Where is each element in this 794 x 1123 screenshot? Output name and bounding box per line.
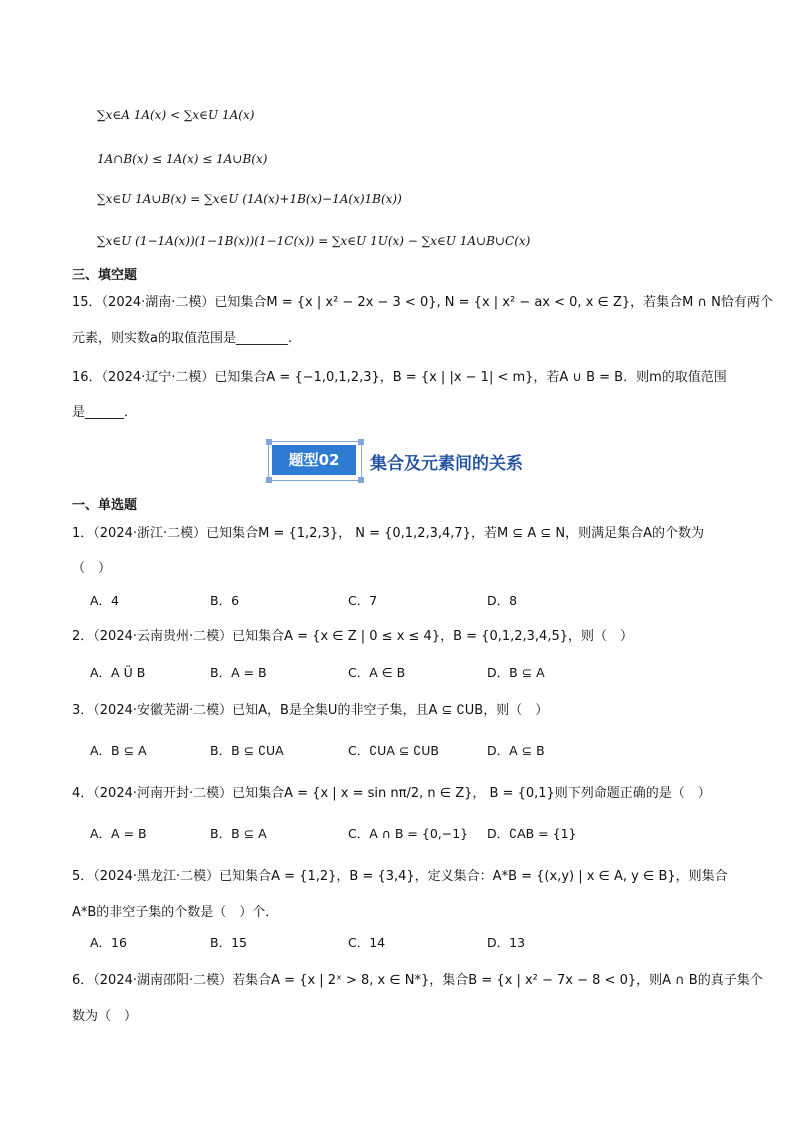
q3-option-b: B．B ⊆ ∁UA	[210, 743, 284, 758]
badge-corner-tr	[358, 439, 364, 445]
q4-line1: 4．（2024·河南开封·二模）已知集合A = {x | x = sin nπ/2, n ∈ Z}， B = {0,1}则下列命题正确的是（ ）	[72, 786, 711, 801]
badge-label: 题型02	[272, 445, 356, 475]
q16-line2: 是______．	[72, 405, 138, 420]
q3-option-c: C．∁UA ⊆ ∁UB	[348, 743, 439, 758]
q1-option-d: D．8	[487, 593, 518, 608]
section-title: 集合及元素间的关系	[370, 454, 523, 474]
q5-option-d: D．13	[487, 935, 526, 950]
q2-option-d: D．B ⊆ A	[487, 665, 545, 680]
q5-line2: A*B的非空子集的个数是（ ）个．	[72, 905, 279, 920]
q5-line1: 5．（2024·黑龙江·二模）已知集合A = {1,2}，B = {3,4}，定义集合：A*B = {(x,y) | x ∈ A, y ∈ B}，则集合	[72, 869, 728, 884]
q2-line1: 2．（2024·云南贵州·二模）已知集合A = {x ∈ Z | 0 ≤ x ≤ 4}，B = {0,1,2,3,4,5}，则（ ）	[72, 629, 633, 644]
q6-line2: 数为（ ）	[72, 1009, 138, 1024]
q3-option-a: A．B ⊆ A	[90, 743, 147, 758]
q4-option-d: D．∁AB = {1}	[487, 826, 577, 841]
q2-option-a: A．A Ü B	[90, 665, 146, 680]
q1-line1: 1．（2024·浙江·二模）已知集合M = {1,2,3}， N = {0,1,2,3,4,7}，若M ⊆ A ⊆ N，则满足集合A的个数为	[72, 526, 704, 541]
prev-option-b	[97, 150, 267, 168]
badge-corner-br	[358, 477, 364, 483]
q6-line1: 6．（2024·湖南邵阳·二模）若集合A = {x | 2ˣ > 8, x ∈ N*}，集合B = {x | x² − 7x − 8 < 0}，则A ∩ B的真子集个	[72, 973, 763, 988]
section-fill-in-heading: 三、填空题	[72, 268, 138, 283]
prev-option-c	[97, 190, 402, 208]
q1-option-a: A．4	[90, 593, 120, 608]
question-type-badge	[268, 441, 362, 481]
q16-line1: 16．（2024·辽宁·二模）已知集合A = {−1,0,1,2,3}，B = {x | |x − 1| < m}，若A ∪ B = B．则m的取值范围	[72, 370, 727, 385]
q4-option-b: B．B ⊆ A	[210, 826, 267, 841]
q1-option-b: B．6	[210, 593, 240, 608]
q1-line2: （ ）	[72, 561, 112, 576]
q4-option-a: A．A = B	[90, 826, 147, 841]
q5-option-b: B．15	[210, 935, 247, 950]
prev-option-c-text: ∑x∈U 1A∪B(x) = ∑x∈U (1A(x)+1B(x)−1A(x)1B(x))	[97, 192, 402, 206]
badge-corner-bl	[266, 477, 272, 483]
q5-option-a: A．16	[90, 935, 127, 950]
q3-option-d: D．A ⊆ B	[487, 743, 545, 758]
q1-option-c: C．7	[348, 593, 378, 608]
q15-line2: 元素，则实数a的取值范围是________.	[72, 331, 293, 346]
prev-option-d-text: ∑x∈U (1−1A(x))(1−1B(x))(1−1C(x)) = ∑x∈U 1U(x) − ∑x∈U 1A∪B∪C(x)	[97, 234, 531, 248]
prev-option-d	[97, 232, 530, 250]
q2-option-b: B．A = B	[210, 665, 267, 680]
prev-option-a	[97, 106, 254, 124]
prev-option-b-text: 1A∩B(x) ≤ 1A(x) ≤ 1A∪B(x)	[97, 152, 268, 166]
q15-line1: 15．（2024·湖南·二模）已知集合M = {x | x² − 2x − 3 < 0}, N = {x | x² − ax < 0, x ∈ Z}，若集合M ∩ N恰有两个	[72, 295, 773, 310]
q3-line1: 3．（2024·安徽芜湖·二模）已知A，B是全集U的非空子集，且A ⊆ ∁UB，则（ ）	[72, 703, 549, 718]
q5-option-c: C．14	[348, 935, 386, 950]
prev-option-a-text: ∑x∈A 1A(x) < ∑x∈U 1A(x)	[97, 108, 255, 122]
section-single-choice-heading: 一、单选题	[72, 498, 138, 513]
q4-option-c: C．A ∩ B = {0,−1}	[348, 826, 469, 841]
q2-option-c: C．A ∈ B	[348, 665, 406, 680]
